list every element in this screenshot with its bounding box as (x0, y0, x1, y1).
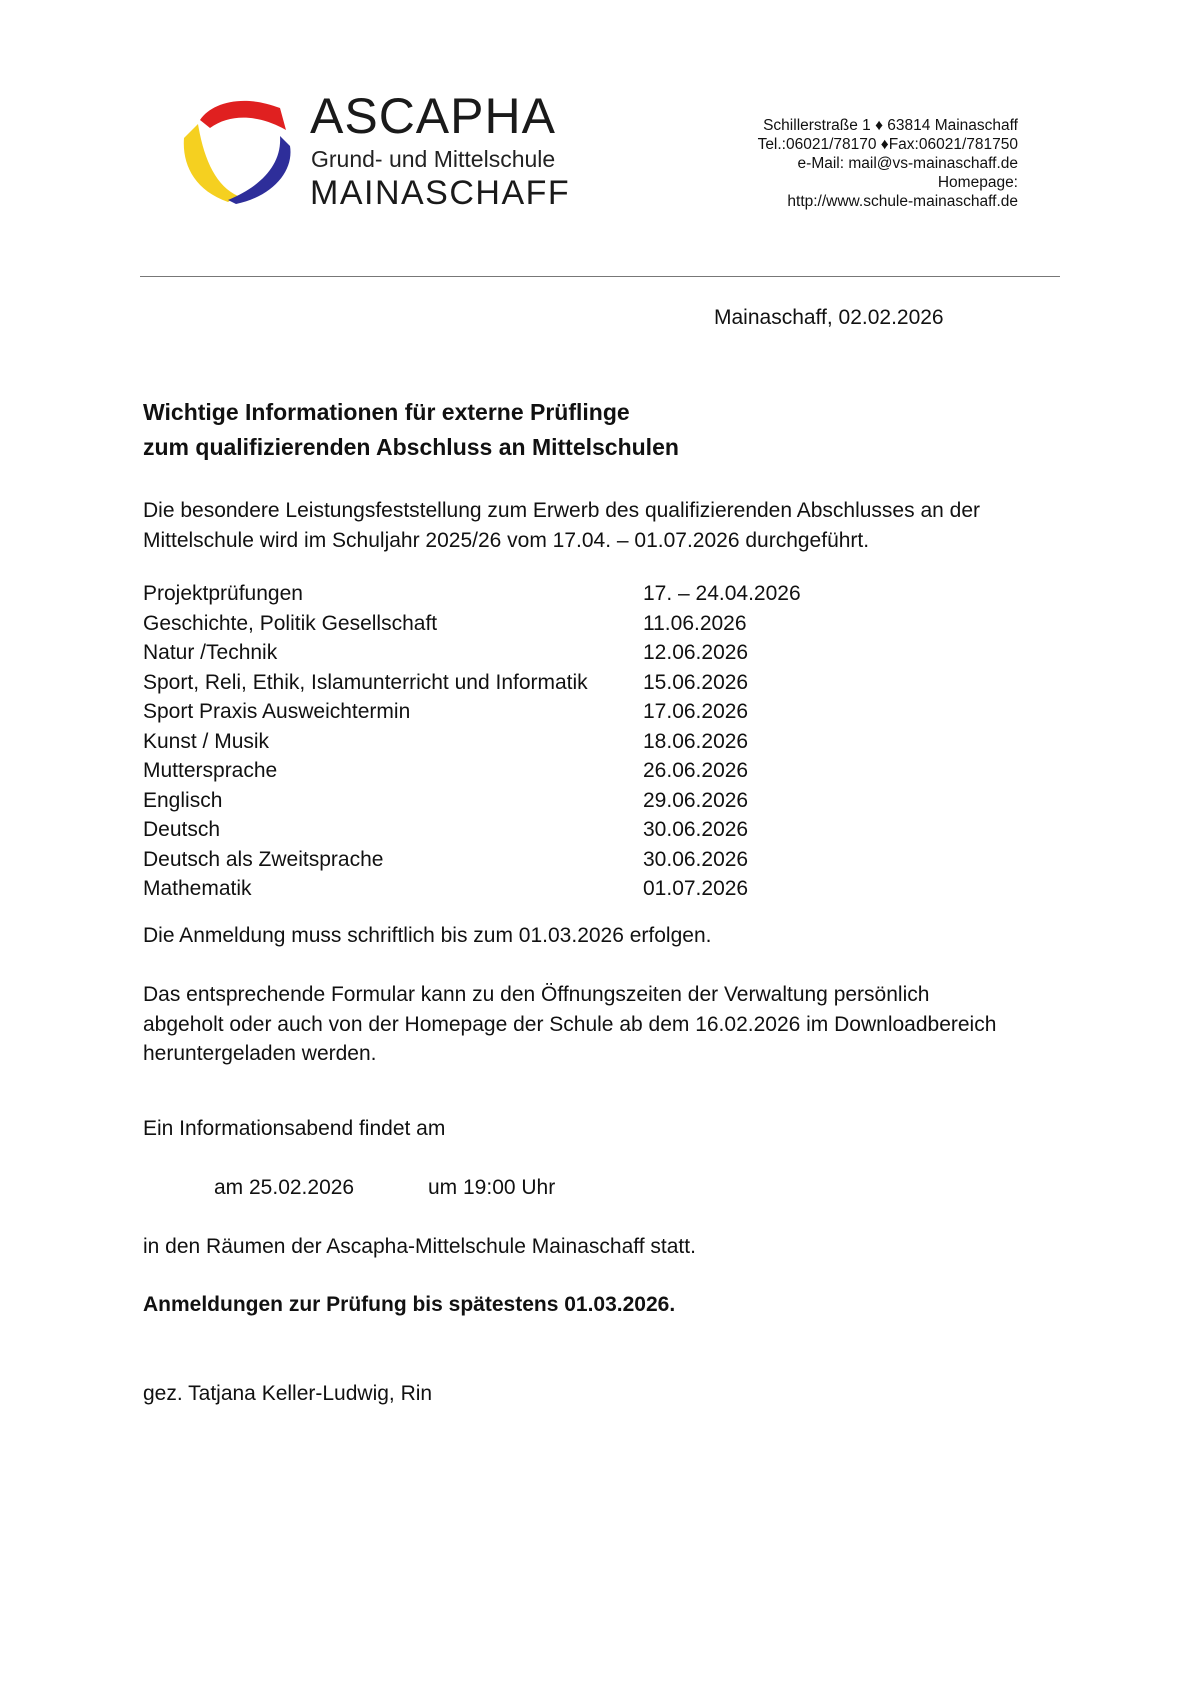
schedule-row (143, 786, 843, 816)
title-line-1: Wichtige Informationen für externe Prüflinge (143, 399, 630, 425)
info-evening-time: um 19:00 Uhr (428, 1176, 556, 1199)
form-note-line-1: Das entsprechende Formular kann zu den Öffnungszeiten der Verwaltung persönlich (143, 983, 930, 1006)
schedule-date: 30.06.2026 (643, 818, 749, 841)
schedule-subject: Muttersprache (143, 759, 278, 782)
schedule-subject: Projektprüfungen (143, 582, 303, 605)
schedule-subject: Deutsch (143, 818, 221, 841)
schedule-date: 26.06.2026 (643, 759, 749, 782)
school-logo (168, 82, 588, 222)
schedule-subject: Kunst / Musik (143, 729, 270, 753)
info-evening-date: am 25.02.2026 (214, 1176, 355, 1199)
schedule-subject: Deutsch als Zweitsprache (143, 847, 384, 871)
schedule-row (143, 668, 843, 698)
schedule-subject: Sport Praxis Ausweichtermin (143, 700, 411, 723)
schedule-date: 29.06.2026 (643, 788, 749, 812)
schedule-date: 17. – 24.04.2026 (643, 582, 801, 605)
deadline-notice: Anmeldungen zur Prüfung bis spätestens 01.03.2026. (143, 1293, 676, 1316)
logo-name: ASCAPHA (310, 88, 556, 144)
logo-yellow-swoosh (184, 124, 238, 202)
registration-note: Die Anmeldung muss schriftlich bis zum 01.03.2026 erfolgen. (143, 924, 712, 947)
info-evening-location: in den Räumen der Ascapha-Mittelschule Mainaschaff statt. (143, 1235, 696, 1258)
tricolor-swirl-logo-icon (182, 94, 302, 209)
schedule-date: 15.06.2026 (643, 670, 749, 694)
date-line: Mainaschaff, 02.02.2026 (714, 306, 944, 329)
info-evening-intro: Ein Informationsabend findet am (143, 1117, 446, 1140)
form-note-line-3: heruntergeladen werden. (143, 1042, 377, 1065)
schedule-date: 18.06.2026 (643, 729, 749, 753)
schedule-row (143, 874, 843, 904)
schedule-subject: Natur /Technik (143, 641, 278, 664)
logo-red-swoosh (200, 101, 286, 130)
schedule-row (143, 756, 843, 786)
logo-subtitle: Grund- und Mittelschule (311, 146, 556, 172)
schedule-date: 30.06.2026 (643, 847, 749, 871)
schedule-row (143, 845, 843, 875)
schedule-row (143, 579, 843, 609)
exam-schedule (143, 579, 843, 904)
contact-homepage-link[interactable]: http://www.schule-mainaschaff.de (787, 193, 1018, 210)
document-title (143, 395, 679, 465)
schedule-row (143, 815, 843, 845)
intro-line-1: Die besondere Leistungsfeststellung zum Erwerb des qualifizierenden Abschlusses an der (143, 499, 980, 522)
form-note-line-2: abgeholt oder auch von der Homepage der Schule ab dem 16.02.2026 im Downloadbereich (143, 1012, 997, 1036)
logo-city: MAINASCHAFF (310, 174, 571, 212)
schedule-subject: Sport, Reli, Ethik, Islamunterricht und Informatik (143, 670, 588, 694)
schedule-row (143, 697, 843, 727)
schedule-date: 12.06.2026 (643, 641, 749, 664)
logo-blue-swoosh (228, 136, 291, 204)
intro-paragraph (143, 496, 980, 555)
contact-homepage-label: Homepage: (937, 174, 1018, 191)
schedule-date: 01.07.2026 (643, 877, 749, 900)
schedule-row (143, 609, 843, 639)
schedule-subject: Geschichte, Politik Gesellschaft (143, 611, 438, 635)
header-divider (140, 276, 1060, 277)
schedule-subject: Englisch (143, 788, 223, 812)
form-note-paragraph (143, 980, 996, 1069)
schedule-row (143, 638, 843, 668)
contact-phone-fax: Tel.:06021/78170 ♦Fax:06021/781750 (757, 136, 1018, 153)
signature: gez. Tatjana Keller-Ludwig, Rin (143, 1382, 433, 1405)
contact-email[interactable]: e-Mail: mail@vs-mainaschaff.de (797, 155, 1018, 172)
schedule-subject: Mathematik (143, 877, 252, 900)
title-line-2: zum qualifizierenden Abschluss an Mittelschulen (143, 434, 679, 460)
intro-line-2: Mittelschule wird im Schuljahr 2025/26 vom 17.04. – 01.07.2026 durchgeführt. (143, 528, 870, 552)
schedule-row (143, 727, 843, 757)
contact-block (758, 116, 1018, 211)
schedule-date: 17.06.2026 (643, 700, 749, 723)
contact-address: Schillerstraße 1 ♦ 63814 Mainaschaff (763, 117, 1018, 134)
schedule-date: 11.06.2026 (643, 611, 747, 635)
